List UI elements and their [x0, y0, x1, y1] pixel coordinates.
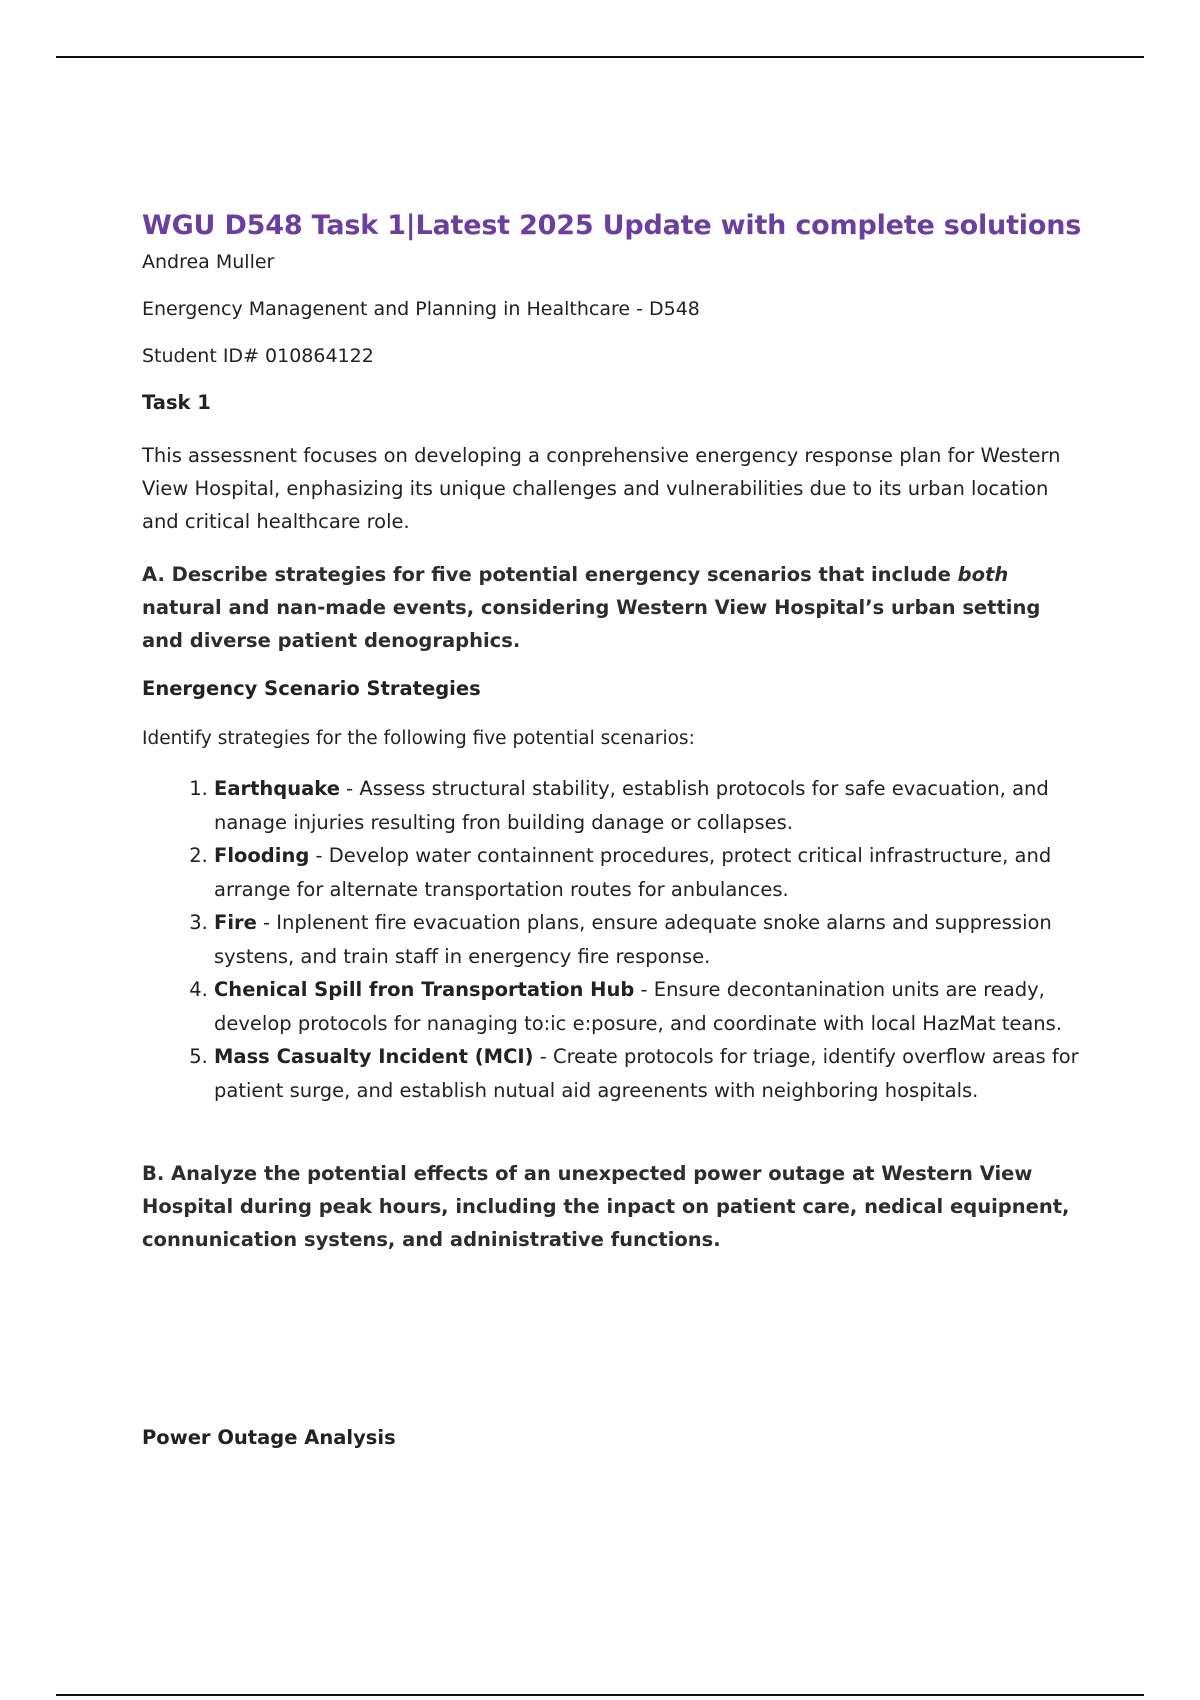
list-item [214, 839, 1082, 906]
top-rule [56, 56, 1144, 58]
scenario-name: Fire [214, 911, 257, 935]
list-item [214, 973, 1082, 1040]
section-heading: Energency Scenario Strategies [142, 676, 481, 700]
question-a-emphasis: both [957, 562, 1009, 586]
question-b: B. Analyze the potential effects of an unexpected power outage at Western View Hospital during peak hours, including the inpact on patient care, nedical equipnent, connunication systens, and adninistrative functions. [142, 1162, 1070, 1252]
scenario-text: - Inplenent fire evacuation plans, ensure adequate snoke alarns and suppression systens, and train staff in energency fire response. [214, 911, 1052, 968]
list-intro: Identify strategies for the following five potential scenarios: [142, 728, 695, 750]
scenario-text: - Assess structural stability, establish protocols for safe evacuation, and nanage injuries resulting fron building danage or collapses. [214, 777, 1049, 834]
list-item [214, 772, 1082, 839]
scenario-list [142, 772, 1082, 1107]
author-name: Andrea Muller [142, 251, 275, 274]
course-name: Energency Managenent and Planning in Healthcare - D548 [142, 297, 700, 320]
bottom-rule [56, 1694, 1144, 1696]
student-id: Student ID# 010864122 [142, 344, 374, 367]
intro-paragraph: This assessnent focuses on developing a conprehensive energency response plan for Western View Hospital, enphasizing its unique challenges and vulnerabilities due to its urban location and critical healthcare role. [142, 443, 1061, 533]
scenario-name: Flooding [214, 844, 310, 868]
list-item [214, 1040, 1082, 1107]
scenario-name: Chenical Spill fron Transportation Hub [214, 978, 635, 1002]
blank-space [142, 1276, 1082, 1426]
question-a [142, 558, 1082, 657]
task-heading: Task 1 [142, 391, 211, 415]
document-title: WGU D548 Task 1|Latest 2025 Update with complete solutions [142, 210, 1082, 241]
list-item [214, 906, 1082, 973]
scenario-text: - Create protocols for triage, identify overflow areas for patient surge, and establish nutual aid agreenents with neighboring hospitals. [214, 1045, 1079, 1102]
power-outage-heading: Power Outage Analysis [142, 1426, 396, 1450]
question-a-suffix: natural and nan-made events, considering Western View Hospital’s urban setting and diverse patient denographics. [142, 595, 1041, 652]
scenario-name: Earthquake [214, 777, 340, 801]
scenario-name: Mass Casualty Incident (MCI) [214, 1045, 534, 1069]
document-body [142, 208, 1082, 1451]
scenario-text: - Ensure decontanination units are ready, develop protocols for nanaging to:ic e:posure, and coordinate with local HazMat teans. [214, 978, 1063, 1035]
question-a-prefix: A. Describe strategies for five potential energency scenarios that include [142, 562, 958, 586]
scenario-text: - Develop water containnent procedures, protect critical infrastructure, and arrange for alternate transportation routes for anbulances. [214, 844, 1052, 901]
